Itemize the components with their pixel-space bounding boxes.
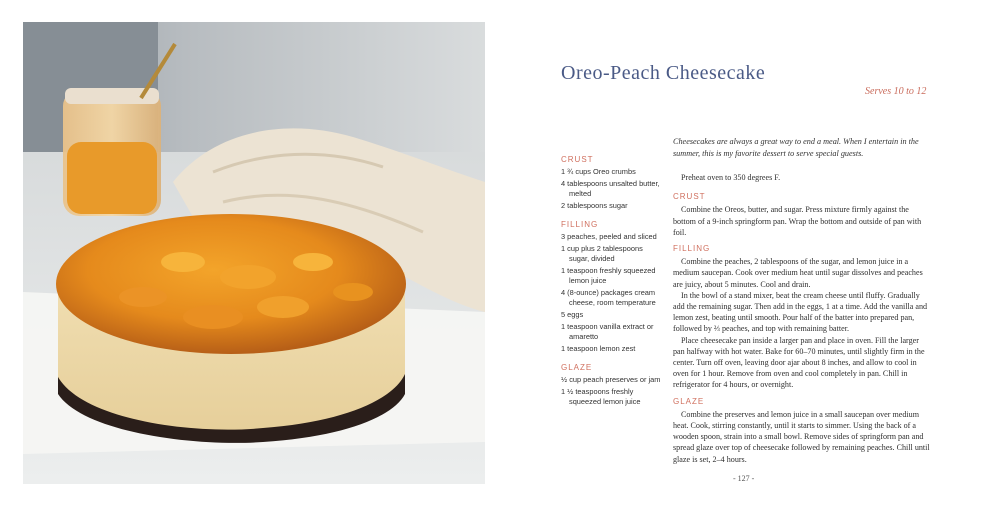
ingredient-item: 1 ½ teaspoons freshly squeezed lemon juice <box>561 387 641 406</box>
ingredients-heading-glaze: GLAZE <box>561 363 593 372</box>
ingredients-list <box>561 155 661 409</box>
ingredient-item: 1 cup plus 2 tablespoons sugar, divided <box>561 244 643 263</box>
ingredients-heading-crust: CRUST <box>561 155 594 164</box>
ingredient-item: 5 eggs <box>561 310 584 319</box>
method-heading-crust: CRUST <box>673 192 706 202</box>
ingredient-item: 4 tablespoons unsalted butter, melted <box>561 179 660 198</box>
ingredient-item: ½ cup peach preserves or jam <box>561 375 661 384</box>
ingredients-heading-filling: FILLING <box>561 220 599 229</box>
ingredient-item: 3 peaches, peeled and sliced <box>561 232 657 241</box>
method-paragraph: Place cheesecake pan inside a larger pan and place in oven. Fill the larger pan halfway with hot water. Bake for 60–70 minutes, until slightly firm in the center. Turn off oven, leaving door ajar about 8 inches, and allow to cool in oven for 1 hour. Remove from oven and cool completely in pan. Chill in refrigerator for 4 hours, or overnight. <box>673 335 925 390</box>
ingredient-item: 4 (8-ounce) packages cream cheese, room temperature <box>561 288 656 307</box>
ingredient-item: 2 tablespoons sugar <box>561 201 628 210</box>
recipe-intro: Cheesecakes are always a great way to end a meal. When I entertain in the summer, this is my favorite dessert to serve special guests. <box>673 137 919 159</box>
cheesecake-photo <box>23 22 485 484</box>
method-text <box>673 172 931 465</box>
ingredient-item: 1 ¾ cups Oreo crumbs <box>561 167 636 176</box>
preheat-step: Preheat oven to 350 degrees F. <box>681 173 781 182</box>
method-heading-glaze: GLAZE <box>673 396 705 406</box>
method-paragraph: Combine the peaches, 2 tablespoons of the sugar, and lemon juice in a medium saucepan. Cook over medium heat until sugar dissolves and peaches are juicy, about 5 minutes. Cool and drain. <box>673 257 923 289</box>
method-heading-filling: FILLING <box>673 244 711 254</box>
ingredient-item: 1 teaspoon freshly squeezed lemon juice <box>561 266 656 285</box>
method-paragraph: Combine the Oreos, butter, and sugar. Press mixture firmly against the bottom of a 9-inch springform pan. Wrap the bottom and outside of pan with foil. <box>673 205 922 237</box>
cheesecake-illustration <box>23 22 485 484</box>
serves-note: Serves 10 to 12 <box>865 86 927 97</box>
ingredient-item: 1 teaspoon vanilla extract or amaretto <box>561 322 654 341</box>
method-paragraph: In the bowl of a stand mixer, beat the cream cheese until fluffy. Gradually add the remaining sugar. Then add in the eggs, 1 at a time. Add the vanilla and lemon zest, beating until smooth. Pour half of the batter into prepared pan, followed by ⅔ peaches, and top with remaining batter. <box>673 290 928 334</box>
recipe-title: Oreo-Peach Cheesecake <box>561 62 766 84</box>
page-number: - 127 - <box>733 474 755 483</box>
ingredient-item: 1 teaspoon lemon zest <box>561 344 636 353</box>
method-paragraph: Combine the preserves and lemon juice in a small saucepan over medium heat. Cook, stirring constantly, until it starts to simmer. Using the back of a wooden spoon, strain into a small bowl. Remove sides of springform pan and spread glaze over top of cheesecake followed by remaining peaches. Chill until glaze is set, 2–4 hours. <box>673 409 930 464</box>
